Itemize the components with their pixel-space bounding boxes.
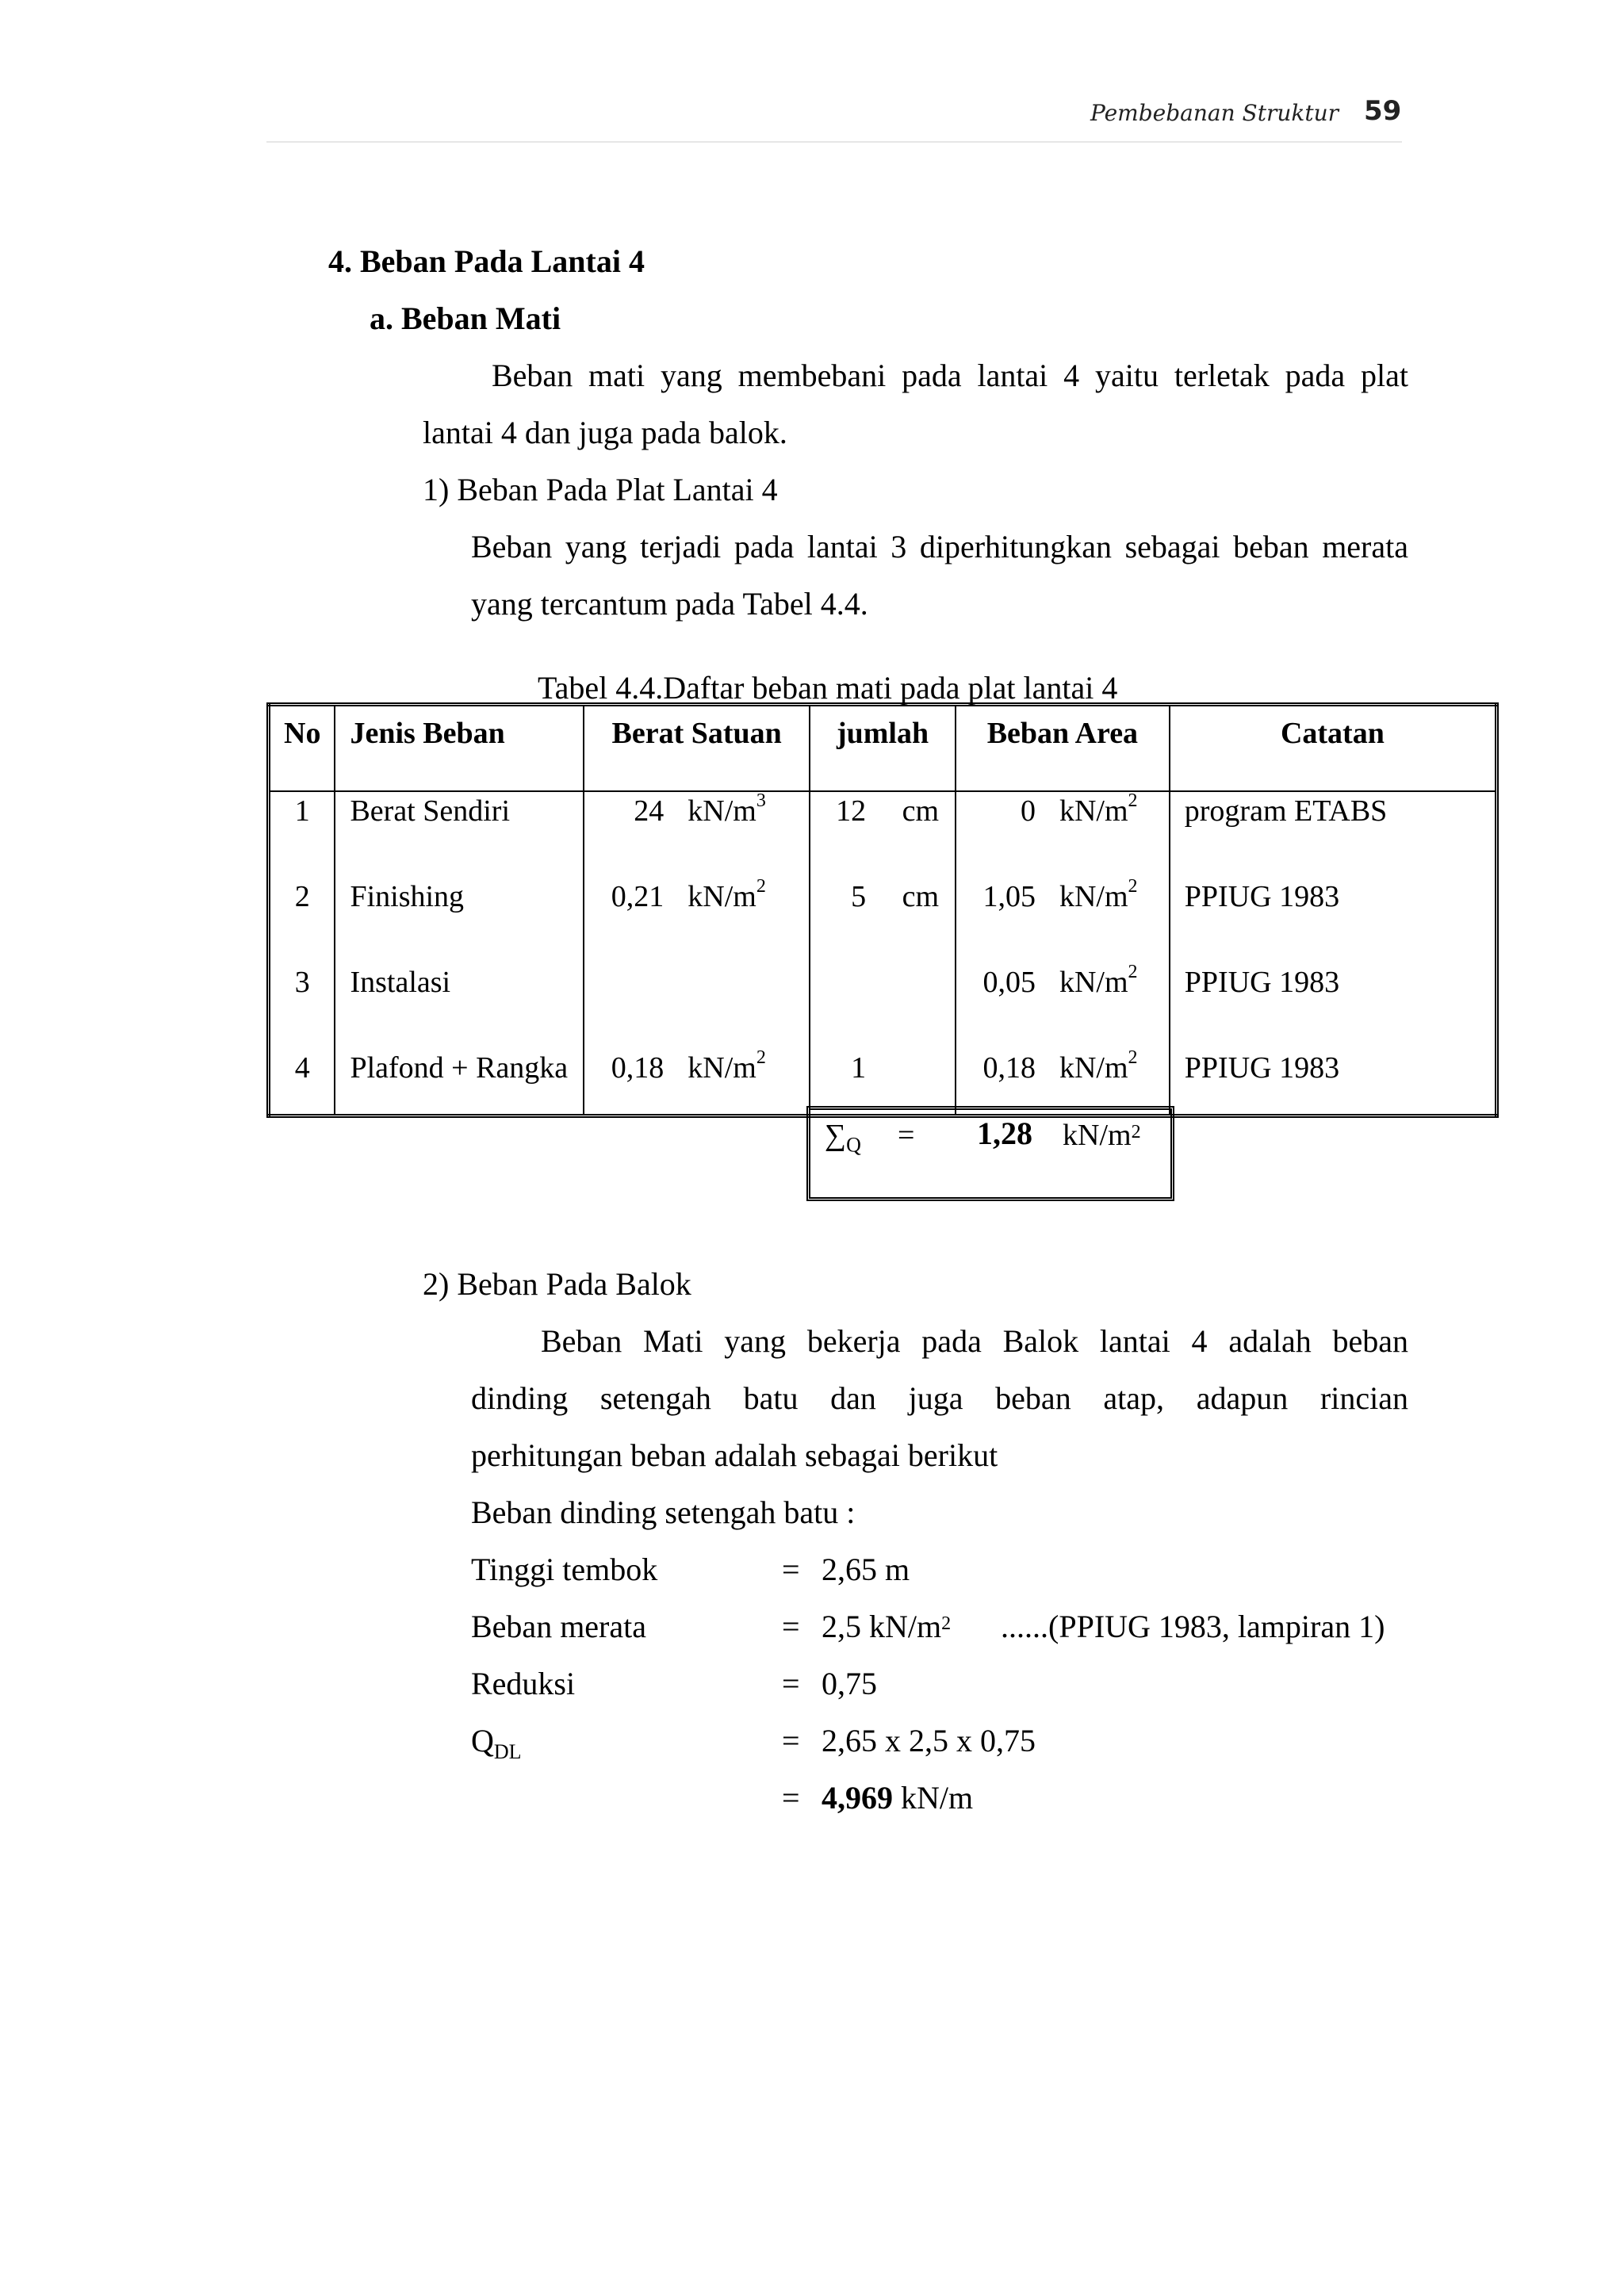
calc-qdl-label: $Q_{DL}$	[471, 1723, 522, 1763]
cell-area	[956, 1044, 1170, 1116]
item-1-title: 1) Beban Pada Plat Lantai 4	[423, 472, 778, 507]
cell-berat	[584, 873, 810, 959]
sum-box	[806, 1106, 1174, 1201]
calc-qdl-expression: 2,65 x 2,5 x 0,75	[822, 1723, 1036, 1758]
intro-line-2: lantai 4 dan juga pada balok.	[423, 415, 787, 450]
wall-load-title: Beban dinding setengah batu :	[471, 1494, 856, 1530]
cell-jenis: Plafond + Rangka	[335, 1044, 584, 1116]
table-row	[269, 959, 1497, 1044]
cell-berat	[584, 791, 810, 873]
cell-no: 2	[294, 880, 310, 913]
area-value: 1,05	[982, 880, 1036, 913]
cell-area	[956, 959, 1170, 1044]
cell-catatan: PPIUG 1983	[1170, 873, 1497, 959]
area-unit: kN/m	[1059, 794, 1128, 828]
area-exp: 2	[1128, 790, 1138, 811]
header-catatan: Catatan	[1170, 705, 1497, 792]
subsection-heading: a. Beban Mati	[370, 300, 561, 336]
jumlah-value: 12	[836, 794, 867, 828]
section-heading: 4. Beban Pada Lantai 4	[328, 243, 645, 279]
cell-jenis: Finishing	[335, 873, 584, 959]
intro-line-1: Beban mati yang membebani pada lantai 4 yaitu terletak pada plat	[492, 358, 1408, 393]
area-exp: 2	[1128, 962, 1138, 982]
cell-no: 4	[294, 1051, 310, 1085]
sum-symbol: $\sum_Q$	[825, 1119, 861, 1157]
calc-equals: =	[782, 1723, 800, 1758]
area-value: 0,05	[982, 966, 1036, 999]
berat-exp: 2	[756, 876, 766, 897]
calc-tinggi-value: 2,65 m	[822, 1552, 910, 1587]
cell-catatan: PPIUG 1983	[1170, 959, 1497, 1044]
cell-area	[956, 791, 1170, 873]
table-row	[269, 873, 1497, 959]
calc-equals: =	[782, 1666, 800, 1701]
jumlah-value: 5	[851, 880, 867, 913]
cell-jenis: Berat Sendiri	[335, 791, 584, 873]
item-2-line-1: Beban Mati yang bekerja pada Balok lantai 4 adalah beban	[541, 1323, 1408, 1359]
sum-unit: $kN/m^2$	[1063, 1119, 1141, 1152]
cell-area	[956, 873, 1170, 959]
area-value: 0,18	[982, 1051, 1036, 1085]
sum-value: 1,28	[977, 1115, 1032, 1151]
calc-reduksi-value: 0,75	[822, 1666, 877, 1701]
calc-equals: =	[782, 1609, 800, 1644]
calc-qdl-result: 4,969 kN/m	[822, 1780, 974, 1816]
header-berat-satuan: Berat Satuan	[584, 705, 810, 792]
page-number: 59	[1364, 95, 1402, 127]
item-2-line-3: perhitungan beban adalah sebagai berikut	[471, 1437, 998, 1473]
area-unit: kN/m	[1059, 1051, 1128, 1085]
header-jenis-beban: Jenis Beban	[335, 705, 584, 792]
jumlah-unit: cm	[902, 880, 940, 913]
cell-catatan: PPIUG 1983	[1170, 1044, 1497, 1116]
calc-merata-reference: ......(PPIUG 1983, lampiran 1)	[1001, 1609, 1385, 1644]
cell-jumlah	[810, 873, 956, 959]
cell-berat	[584, 959, 810, 1044]
berat-unit: kN/m	[688, 880, 756, 913]
item-2-line-2: dinding setengah batu dan juga beban atap, adapun rincian	[471, 1380, 1408, 1416]
calc-reduksi-label: Reduksi	[471, 1666, 576, 1701]
berat-unit: kN/m	[688, 1051, 756, 1085]
berat-exp: 3	[756, 790, 766, 811]
cell-berat	[584, 1044, 810, 1116]
cell-jumlah	[810, 1044, 956, 1116]
cell-no: 3	[294, 966, 310, 999]
table-caption: Tabel 4.4.Daftar beban mati pada plat lantai 4	[538, 670, 1118, 706]
sum-equals: =	[898, 1119, 915, 1152]
load-table	[266, 702, 1499, 1118]
header-no: No	[269, 705, 335, 792]
jumlah-unit: cm	[902, 794, 940, 828]
calc-merata-value: 2,5 $kN/m^2$	[822, 1609, 952, 1644]
table-row	[269, 791, 1497, 873]
header-jumlah: jumlah	[810, 705, 956, 792]
calc-equals: =	[782, 1780, 800, 1816]
calc-merata-label: Beban merata	[471, 1609, 646, 1644]
area-value: 0	[1020, 794, 1036, 828]
header-beban-area: Beban Area	[956, 705, 1170, 792]
berat-value: 24	[634, 794, 665, 828]
berat-value: 0,21	[611, 880, 665, 913]
cell-catatan: program ETABS	[1170, 791, 1497, 873]
item-2-title: 2) Beban Pada Balok	[423, 1266, 691, 1302]
cell-jumlah	[810, 791, 956, 873]
table-row	[269, 1044, 1497, 1116]
calc-equals: =	[782, 1552, 800, 1587]
item-1-line-2: yang tercantum pada Tabel 4.4.	[471, 586, 868, 622]
running-header-title: Pembebanan Struktur	[1090, 100, 1339, 126]
cell-jumlah	[810, 959, 956, 1044]
cell-no: 1	[294, 794, 310, 828]
berat-exp: 2	[756, 1047, 766, 1068]
cell-jenis: Instalasi	[335, 959, 584, 1044]
jumlah-value: 1	[851, 1051, 867, 1085]
area-exp: 2	[1128, 876, 1138, 897]
table-header-row	[269, 705, 1497, 792]
area-exp: 2	[1128, 1047, 1138, 1068]
calc-tinggi-label: Tinggi tembok	[471, 1552, 658, 1587]
berat-value: 0,18	[611, 1051, 665, 1085]
berat-unit: kN/m	[688, 794, 756, 828]
item-1-line-1: Beban yang terjadi pada lantai 3 diperhitungkan sebagai beban merata	[471, 529, 1408, 564]
area-unit: kN/m	[1059, 966, 1128, 999]
header-rule	[266, 141, 1402, 143]
area-unit: kN/m	[1059, 880, 1128, 913]
